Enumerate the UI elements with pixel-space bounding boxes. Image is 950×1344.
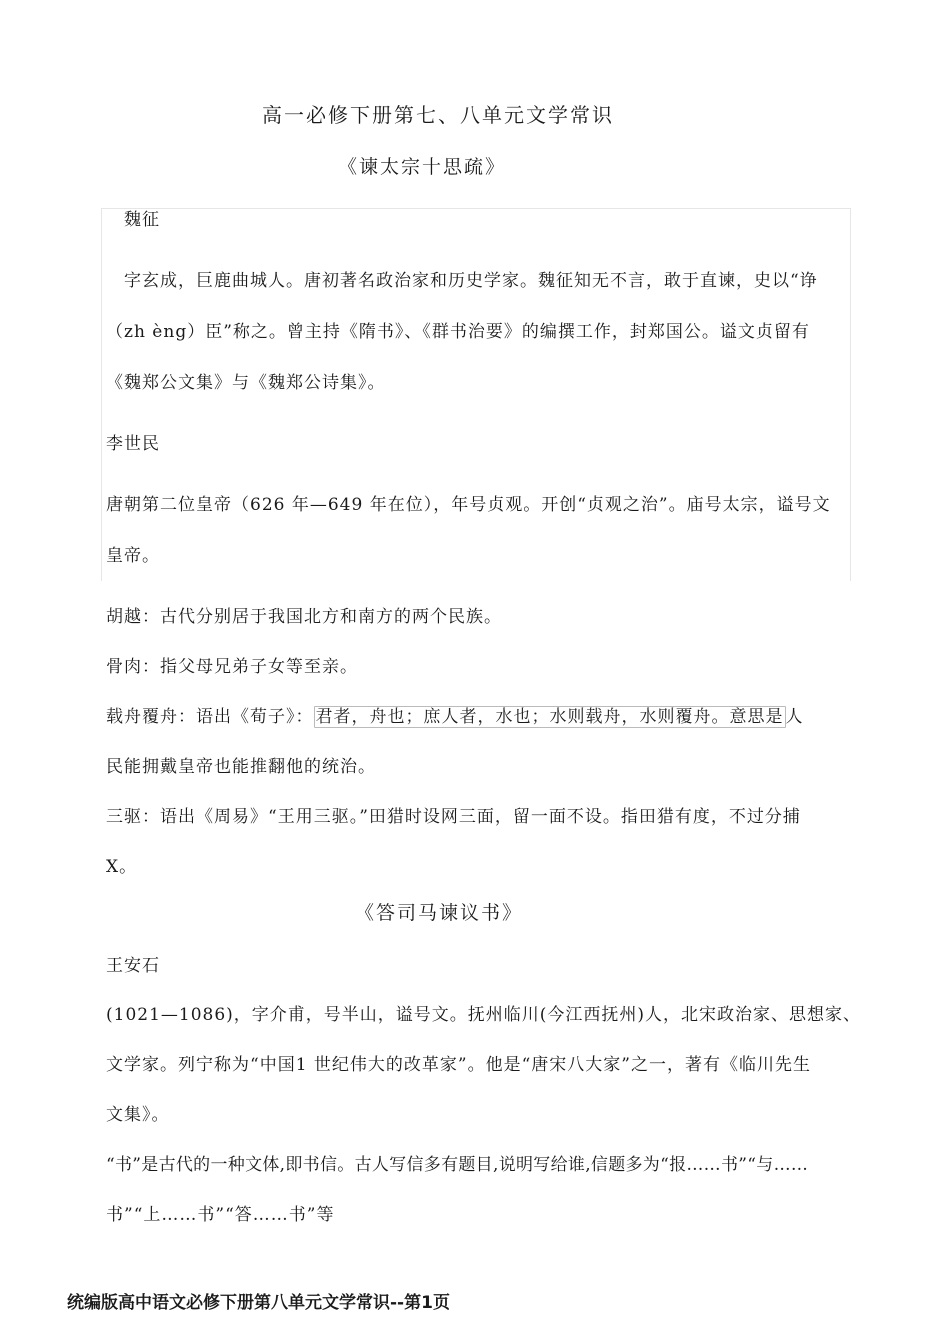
page-footer: 统编版高中语文必修下册第八单元文学常识--第1页 [67, 1293, 450, 1313]
section2-heading: 《答司马谏议书》 [355, 902, 524, 924]
term-huyue: 胡越：古代分别居于我国北方和南方的两个民族。 [106, 607, 502, 627]
author3-line-2: 文学家。列宁称为“中国1 世纪伟大的改革家”。他是“唐宋八大家”之一，著有《临川先生 [106, 1055, 811, 1075]
term-zaizhou-line-1 [106, 706, 804, 728]
term-gurou: 骨肉：指父母兄弟子女等至亲。 [106, 657, 358, 677]
term-sanqu-line-2: X。 [106, 857, 138, 877]
term-zaizhou-line-2: 民能拥戴皇帝也能推翻他的统治。 [106, 757, 376, 777]
author3-line-3: 文集》。 [106, 1105, 170, 1125]
term-zaizhou-prefix: 载舟覆舟：语出《荀子》： [106, 707, 314, 727]
author2-line-2: 皇帝。 [106, 546, 160, 566]
author2-name: 李世民 [106, 434, 160, 454]
author1-name: 魏征 [124, 210, 160, 230]
term-zaizhou-quote: 君者，舟也；庶人者，水也；水则载舟，水则覆舟。意思是 [315, 707, 784, 727]
author2-line-1: 唐朝第二位皇帝（626 年—649 年在位），年号贞观。开创“贞观之治”。庙号太宗，谥号文 [106, 495, 831, 515]
shu-line-1: “书”是古代的一种文体,即书信。古人写信多有题目,说明写给谁,信题多为“报……书”“与…… [106, 1155, 809, 1175]
author1-line-1: 字玄成，巨鹿曲城人。唐初著名政治家和历史学家。魏征知无不言，敢于直谏，史以“诤 [124, 271, 818, 291]
section1-heading: 《谏太宗十思疏》 [338, 156, 507, 178]
author-box [101, 208, 851, 581]
shu-line-2: 书”“上……书”“答……书”等 [106, 1205, 335, 1225]
author1-line-3: 《魏郑公文集》与《魏郑公诗集》。 [106, 373, 386, 393]
term-sanqu-line-1: 三驱：语出《周易》“王用三驱。”田猎时设网三面，留一面不设。指田猎有度，不过分捕 [106, 807, 801, 827]
author3-line-1: (1021—1086)，字介甫，号半山，谥号文。抚州临川(今江西抚州)人，北宋政治家、思想家、 [106, 1005, 862, 1025]
author1-line-2: （zh èng）臣”称之。曾主持《隋书》、《群书治要》的编撰工作，封郑国公。谥文贞留有 [106, 322, 810, 342]
term-zaizhou-suffix: 人 [785, 707, 804, 727]
author3-name: 王安石 [106, 956, 160, 976]
document-title: 高一必修下册第七、八单元文学常识 [262, 103, 614, 127]
